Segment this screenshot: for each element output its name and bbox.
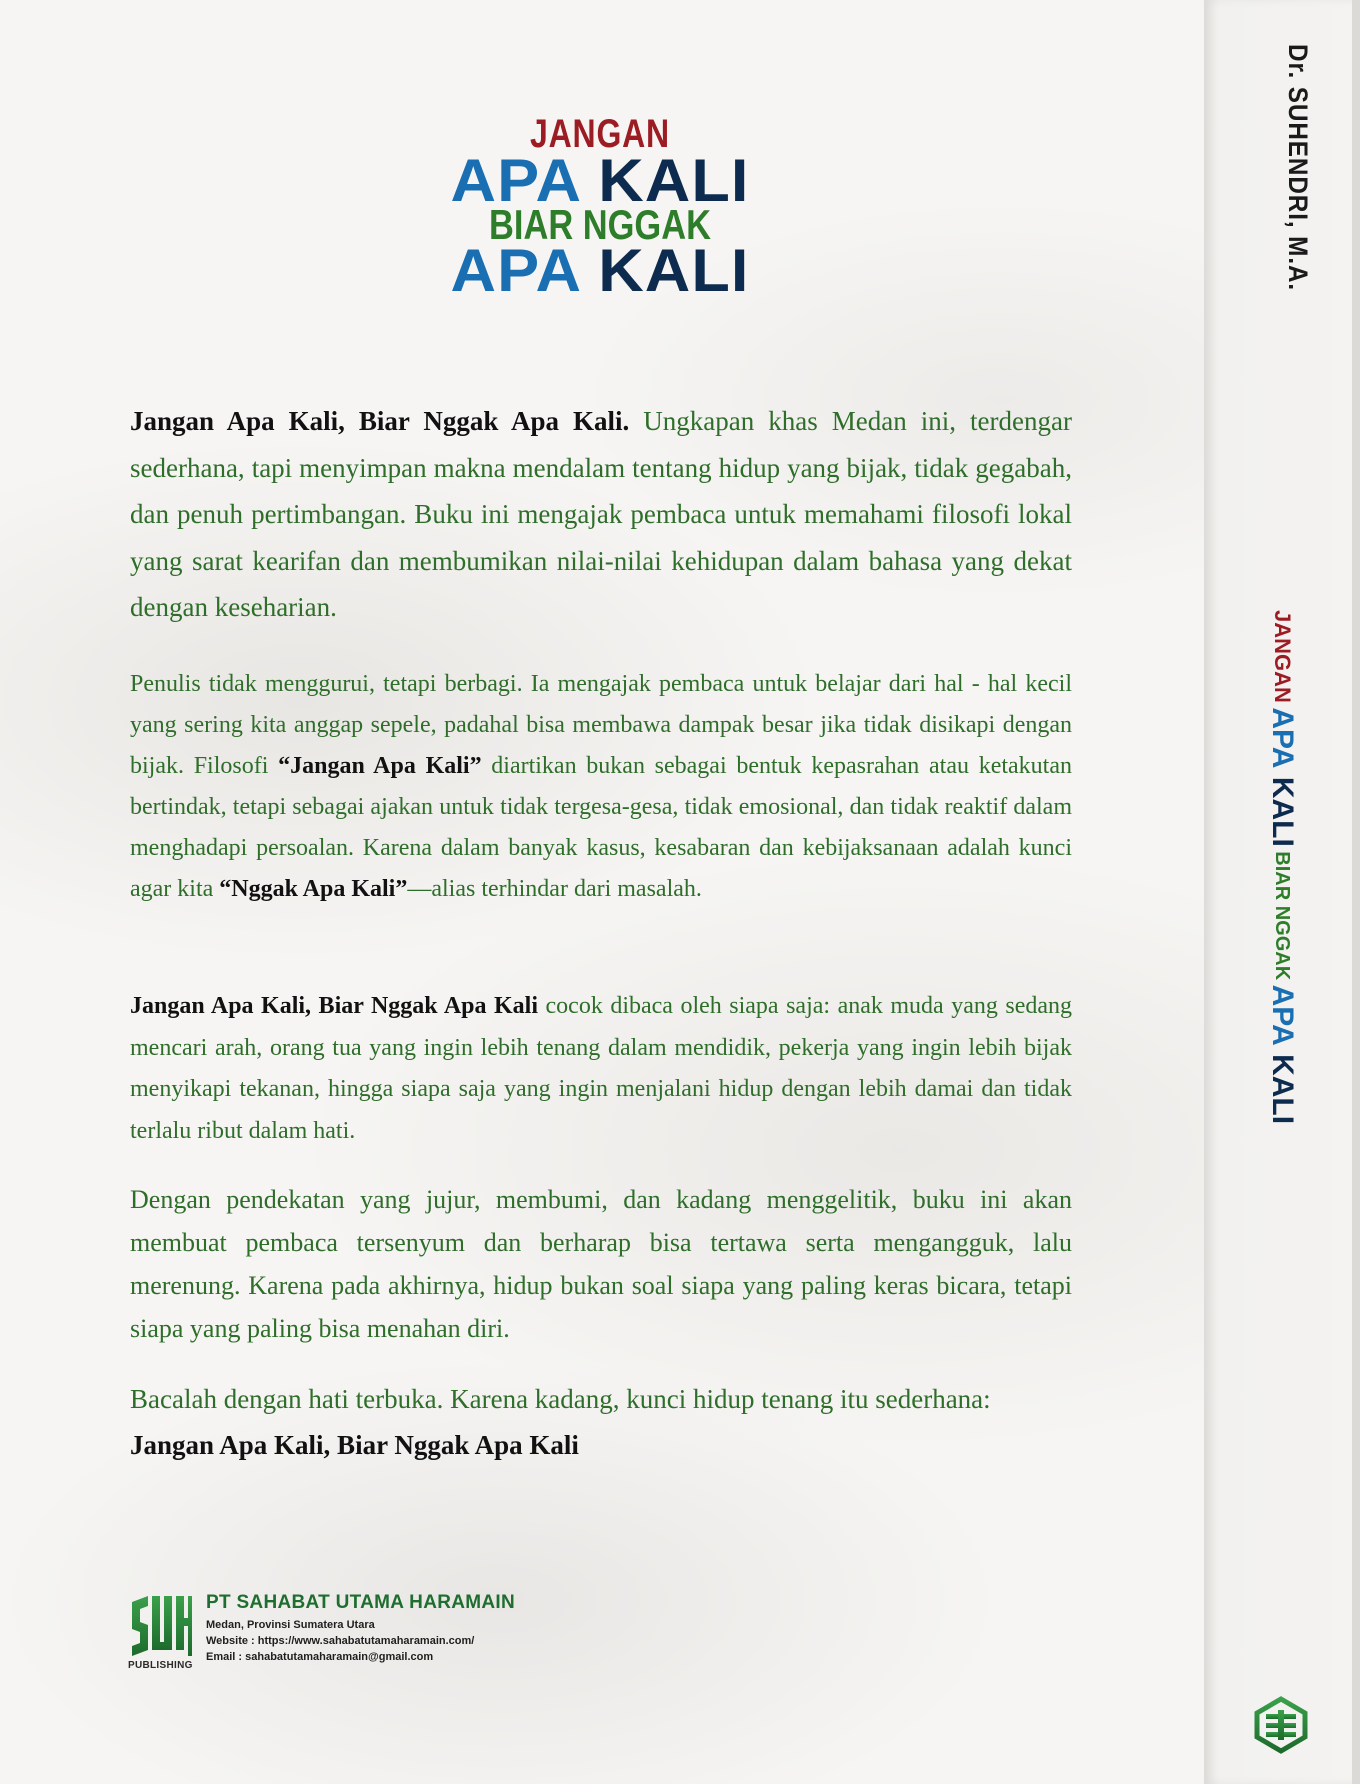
blurb-bold: Jangan Apa Kali, Biar Nggak Apa Kali (130, 993, 539, 1019)
cover-title (400, 112, 800, 304)
blurb-paragraph-1 (130, 398, 1072, 631)
title-biar-nggak: BIAR NGGAK (489, 201, 711, 248)
spine-biar-nggak: BIAR NGGAK (1271, 851, 1293, 981)
spine-apa-kali-1 (1266, 707, 1299, 846)
blurb-text: cocok dibaca oleh siapa saja: anak muda yang sedang mencari arah, orang tua yang ingin lebih tenang dalam mendidik, pekerja yang ingin lebih bijak menyikapi tekanan, hingga siapa saja yang ingin menjalani hidup dengan lebih damai dan tidak terlalu ribut dalam hati. (130, 993, 1072, 1144)
spine-title (1264, 610, 1300, 1124)
publisher-name: PT SAHABAT UTAMA HARAMAIN (206, 1592, 516, 1613)
spine-kali: KALI (1266, 1054, 1299, 1125)
title-apa-kali-2 (390, 237, 810, 304)
title-apa-kali-1 (390, 147, 810, 214)
blurb-text: diartikan bukan sebagai bentuk kepasrahan atau ketakutan bertindak, tetapi sebagai ajakan untuk tidak tergesa-gesa, tidak emosional, dan tidak reaktif dalam menghadapi persoalan. Karena dalam banyak kasus, kesabaran dan kebijaksanaan adalah kunci agar kita (130, 753, 1072, 902)
spine-edge (1352, 0, 1360, 1784)
spine-publisher-logo (1252, 1696, 1310, 1754)
spine-jangan: JANGAN (1270, 610, 1295, 703)
title-jangan: JANGAN (530, 112, 670, 156)
blurb-paragraph-2 (130, 664, 1072, 910)
spine-kali: KALI (1266, 776, 1299, 847)
spine-apa: APA (1266, 707, 1299, 769)
spine-apa: APA (1266, 984, 1299, 1046)
blurb-bold: “Nggak Apa Kali” (219, 876, 408, 902)
blurb-text: Penulis tidak menggurui, tetapi berbagi. Ia mengajak pembaca untuk belajar dari hal - hal kecil yang sering kita anggap sepele, padahal bisa membawa dampak besar jika tidak disikapi dengan bijak. Filosofi (130, 671, 1072, 779)
spine-apa-kali-2 (1266, 985, 1299, 1124)
spine-author: Dr. SUHENDRI, M.A. (1283, 44, 1313, 292)
blurb-paragraph-3 (130, 986, 1072, 1152)
blurb-text: Ungkapan khas Medan ini, terdengar sederhana, tapi menyimpan makna mendalam tentang hidup yang bijak, tidak gegabah, dan penuh pertimbangan. Buku ini mengajak pembaca untuk memahami filosofi lokal yang sarat kearifan dan membumikan nilai-nilai kehidupan dalam bahasa yang dekat dengan keseharian. (130, 406, 1072, 622)
publisher-logo-label: PUBLISHING (128, 1660, 193, 1671)
blurb-closing: Jangan Apa Kali, Biar Nggak Apa Kali (130, 1430, 579, 1460)
publisher-address: Medan, Provinsi Sumatera Utara (206, 1619, 375, 1631)
blurb-text: —alias terhindar dari masalah. (407, 876, 702, 902)
publisher-website: Website : https://www.sahabatutamaharamain.com/ (206, 1635, 475, 1647)
blurb-bold: Jangan Apa Kali, Biar Nggak Apa Kali. (130, 406, 630, 436)
title-apa: APA (450, 237, 580, 304)
title-apa: APA (450, 147, 580, 214)
blurb-bold: “Jangan Apa Kali” (278, 753, 482, 779)
blurb-text: Dengan pendekatan yang jujur, membumi, dan kadang menggelitik, buku ini akan membuat pembaca tersenyum dan berharap bisa tertawa serta mengangguk, lalu merenung. Karena pada akhirnya, hidup bukan soal siapa yang paling keras bicara, tetapi siapa yang paling bisa menahan diri. (130, 1185, 1072, 1343)
publisher-email: Email : sahabatutamaharamain@gmail.com (206, 1651, 434, 1663)
blurb-paragraph-5 (130, 1376, 1090, 1468)
title-kali: KALI (598, 147, 750, 214)
blurb-text: Bacalah dengan hati terbuka. Karena kadang, kunci hidup tenang itu sederhana: (130, 1384, 991, 1414)
blurb-paragraph-4 (130, 1178, 1072, 1350)
title-kali: KALI (598, 237, 750, 304)
